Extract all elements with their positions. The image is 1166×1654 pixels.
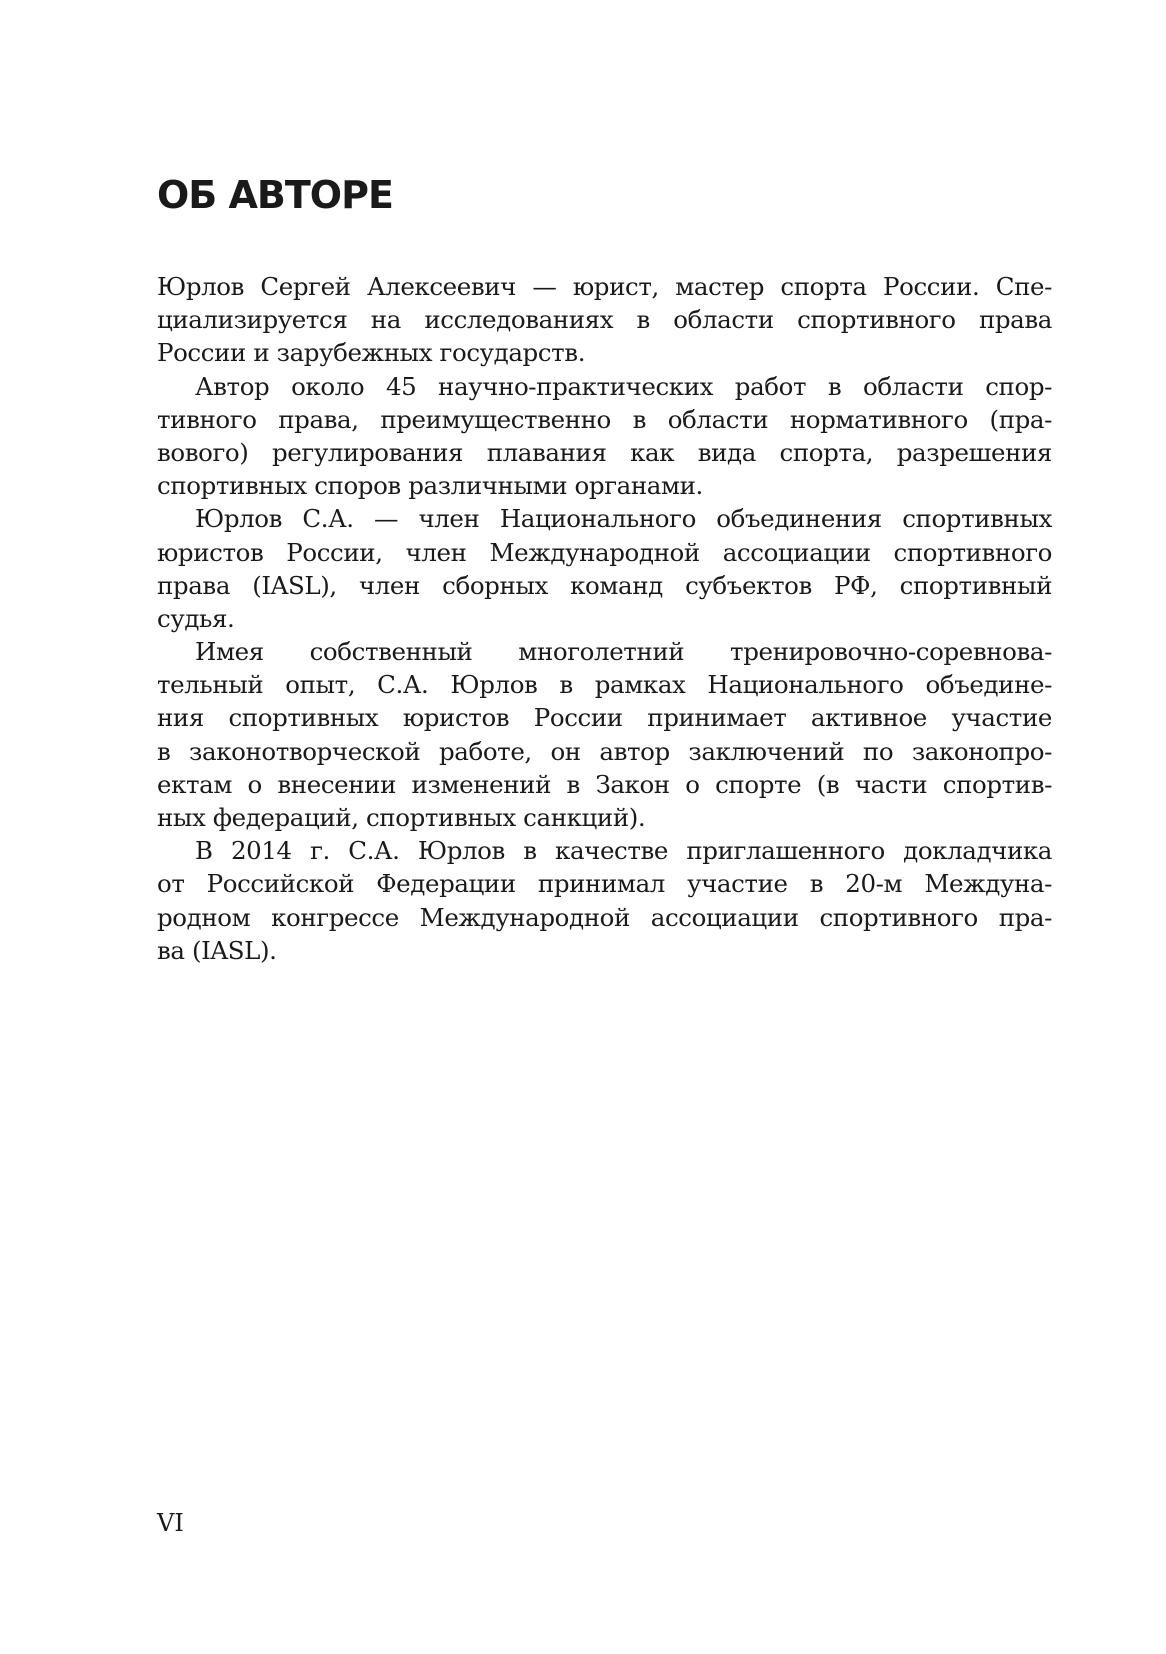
text-line: тивного права, преимущественно в области нормативного (пра- [157,404,1052,434]
text-line: ектам о внесении изменений в Закон о спорте (в части спортив- [157,769,1052,799]
text-line: вового) регулирования плавания как вида спорта, разрешения [157,437,1052,467]
text-line: права (IASL), член сборных команд субъектов РФ, спортивный [157,570,1052,600]
page-number: VI [157,1509,184,1537]
paragraph [157,270,1052,370]
paragraph [157,502,1052,635]
text-line: ных федераций, спортивных санкций). [157,803,646,832]
paragraph [157,635,1052,834]
text-line: спортивных споров различными органами. [157,471,703,501]
text-line: В 2014 г. С.А. Юрлов в качестве приглашенного докладчика [195,836,1052,866]
text-line: в законотворческой работе, он автор заключений по законопро- [157,736,1052,766]
text-line: ва (IASL). [157,935,277,965]
page-heading: ОБ АВТОРЕ [157,173,393,217]
text-line: Имея собственный многолетний тренировочно-соревнова- [195,637,1052,667]
text-line: России и зарубежных государств. [157,338,586,368]
paragraph [157,370,1052,503]
about-author-text [157,270,1052,967]
text-line: от Российской Федерации принимал участие в 20-м Междуна- [157,869,1052,899]
text-line: циализируется на исследованиях в области спортивного права [157,305,1052,335]
text-line: тельный опыт, С.А. Юрлов в рамках Национального объедине- [157,670,1052,700]
text-line: Автор около 45 научно-практических работ в области спор- [195,371,1052,401]
text-line: родном конгрессе Международной ассоциации спортивного пра- [157,902,1052,932]
text-line: юристов России, член Международной ассоциации спортивного [157,537,1052,567]
paragraph [157,834,1052,967]
text-line: ния спортивных юристов России принимает активное участие [157,703,1052,733]
text-line: судья. [157,603,235,633]
text-line: Юрлов С.А. — член Национального объединения спортивных [195,504,1052,534]
text-line: Юрлов Сергей Алексеевич — юрист, мастер спорта России. Спе- [157,272,1052,301]
